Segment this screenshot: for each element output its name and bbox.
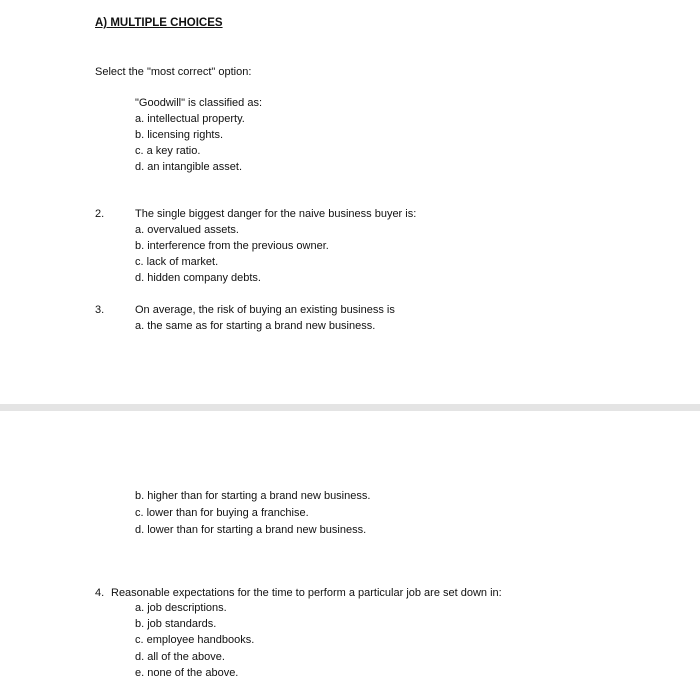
question-3-option-c: c. lower than for buying a franchise. <box>135 507 309 519</box>
instruction-text: Select the "most correct" option: <box>95 66 252 78</box>
question-3-text: On average, the risk of buying an existing business is <box>135 304 395 316</box>
question-1-text: "Goodwill" is classified as: <box>135 97 263 109</box>
question-1-option-c: c. a key ratio. <box>135 145 201 157</box>
question-4-option-e: e. none of the above. <box>135 667 239 679</box>
question-3-option-a: a. the same as for starting a brand new business. <box>135 320 376 332</box>
question-2-option-b: b. interference from the previous owner. <box>135 240 329 252</box>
question-4-option-a: a. job descriptions. <box>135 602 227 614</box>
question-2-text: The single biggest danger for the naive business buyer is: <box>135 208 417 220</box>
question-2-number: 2. <box>95 208 105 220</box>
question-2-option-c: c. lack of market. <box>135 256 219 268</box>
question-4-option-c: c. employee handbooks. <box>135 634 255 646</box>
question-1-option-a: a. intellectual property. <box>135 113 245 125</box>
question-4-number: 4. <box>95 587 105 599</box>
question-1-option-d: d. an intangible asset. <box>135 161 243 173</box>
question-1-option-b: b. licensing rights. <box>135 129 224 141</box>
document-page-2 <box>0 411 700 695</box>
question-3-number: 3. <box>95 304 105 316</box>
question-3-option-b: b. higher than for starting a brand new business. <box>135 490 371 502</box>
question-2-option-d: d. hidden company debts. <box>135 272 261 284</box>
section-heading: A) MULTIPLE CHOICES <box>95 17 223 29</box>
question-2-option-a: a. overvalued assets. <box>135 224 239 236</box>
question-3-option-d: d. lower than for starting a brand new business. <box>135 524 367 536</box>
question-4-option-b: b. job standards. <box>135 618 217 630</box>
question-4-option-d: d. all of the above. <box>135 651 225 663</box>
question-4-text: Reasonable expectations for the time to perform a particular job are set down in: <box>111 587 502 599</box>
